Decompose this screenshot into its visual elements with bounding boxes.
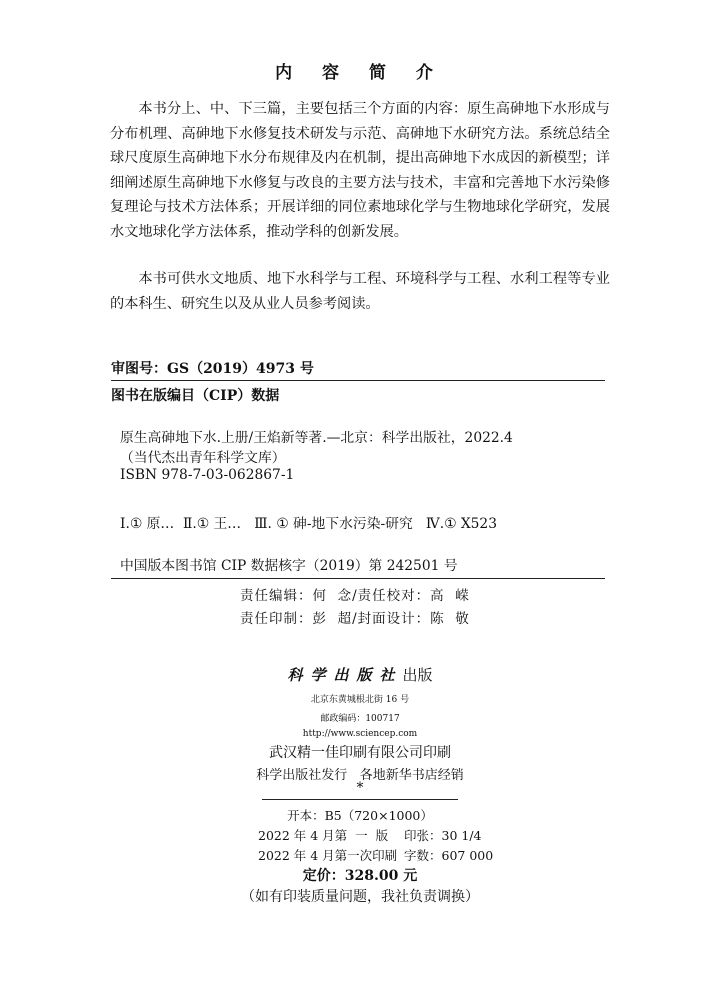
printer-line: 武汉精一佳印刷有限公司印刷	[269, 745, 451, 761]
format-line: 开本：B5（720×1000）	[287, 808, 433, 823]
divider-top	[111, 380, 605, 381]
intro-paragraph-1: 本书分上、中、下三篇，主要包括三个方面的内容：原生高砷地下水形成与分布机理、高砷地下水修复技术研发与示范、高砷地下水研究方法。系统总结全球尺度原生高砷地下水分布规律及内在机制，提出高砷地下水成因的新模型；详细阐述原生高砷地下水修复与改良的主要方法与技术，丰富和完善地下水污染修复理论与技术方法体系；开展详细的同位素地球化学与生物地球化学研究，发展水文地球化学方法体系，推动学科的创新发展。	[110, 101, 610, 240]
publisher-postcode: 邮政编码：100717	[320, 714, 400, 724]
price-line: 定价：328.00 元	[302, 868, 418, 884]
cip-line-record: 中国版本图书馆 CIP 数据核字（2019）第 242501 号	[120, 558, 458, 574]
separator-star: *	[356, 780, 364, 796]
publisher-line	[0, 664, 720, 685]
divider-bottom	[111, 578, 605, 579]
printed-sheets: 印张：30 1/4	[404, 828, 482, 843]
cip-line-classification: Ⅰ.① 原… Ⅱ.① 王… Ⅲ. ① 砷-地下水污染-研究 Ⅳ.① X523	[120, 516, 497, 532]
divider-short	[262, 799, 458, 800]
distribution-line: 科学出版社发行 各地新华书店经销	[256, 768, 464, 783]
word-count: 字数：607 000	[404, 848, 494, 863]
edition-line-1	[258, 826, 482, 844]
cip-heading: 图书在版编目（CIP）数据	[111, 388, 280, 404]
intro-paragraph-2: 本书可供水文地质、地下水科学与工程、环境科学与工程、水利工程等专业的本科生、研究生以及从业人员参考阅读。	[110, 271, 610, 312]
cip-line-isbn: ISBN 978-7-03-062867-1	[120, 467, 295, 483]
staff-line-2: 责任印制：彭 超/封面设计：陈 敬	[240, 611, 470, 627]
publisher-suffix: 出版	[402, 666, 433, 684]
staff-line-1: 责任编辑：何 念/责任校对：高 嵘	[240, 588, 470, 604]
cip-line-title: 原生高砷地下水.上册/王焰新等著.—北京：科学出版社，2022.4	[120, 430, 513, 446]
printing-date: 2022 年 4 月第一次印刷	[258, 848, 398, 863]
map-approval-number: 审图号：GS（2019）4973 号	[111, 361, 314, 377]
quality-note: （如有印装质量问题，我社负责调换）	[241, 889, 479, 905]
edition-date: 2022 年 4 月第 一 版	[258, 828, 389, 843]
publisher-address: 北京东黄城根北街 16 号	[310, 695, 410, 705]
page-title: 内 容 简 介	[275, 63, 445, 83]
cip-line-series: （当代杰出青年科学文库）	[120, 450, 286, 466]
publisher-logo: 科学出版社	[287, 666, 403, 684]
publisher-url: http://www.sciencep.com	[302, 729, 418, 739]
edition-line-2	[258, 846, 494, 864]
